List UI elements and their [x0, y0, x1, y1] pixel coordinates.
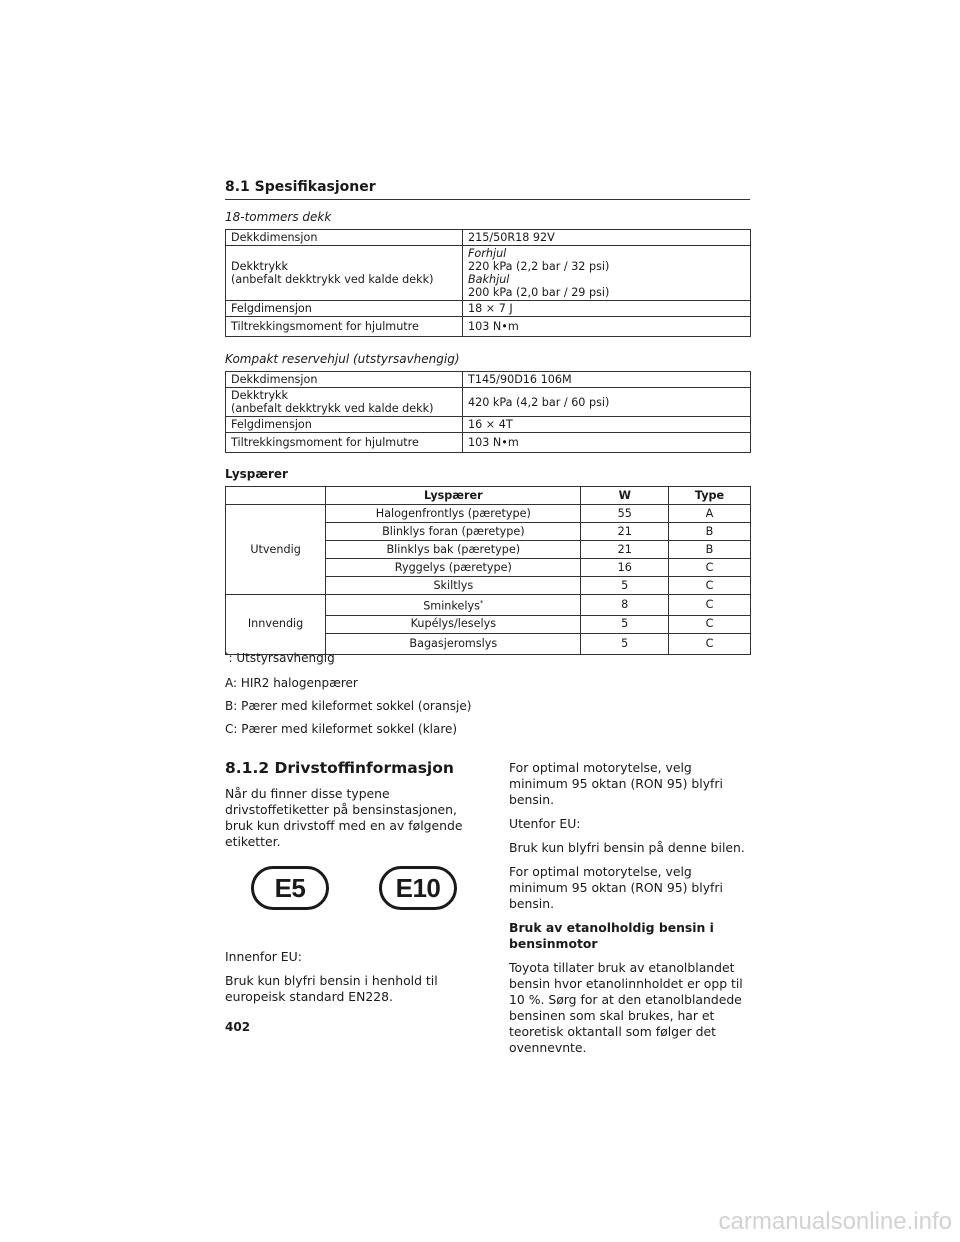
inside-eu-heading: Innenfor EU:	[225, 949, 302, 964]
bulbs-group-interior: Innvendig	[226, 595, 326, 655]
spare-size-label: Dekkdimensjon	[226, 372, 463, 388]
bulb-name: Bagasjeromslys	[326, 633, 581, 654]
bulbs-table	[225, 486, 751, 655]
bulb-type: C	[668, 595, 750, 616]
tire18-table	[225, 229, 751, 337]
spare-pressure-label: Dekktrykk (anbefalt dekktrykk ved kalde dekk)	[226, 388, 463, 417]
bulb-watt: 16	[581, 559, 669, 577]
tire18-pressure-label: Dekktrykk (anbefalt dekktrykk ved kalde dekk)	[226, 246, 463, 301]
note-type-c: C: Pærer med kileformet sokkel (klare)	[225, 722, 458, 736]
bulb-watt: 5	[581, 577, 669, 595]
fuel-intro: Når du finner disse typene drivstoffetiketter på bensinstasjonen, bruk kun drivstoff med en av følgende etiketter.	[225, 786, 463, 849]
outside-eu-text: Bruk kun blyfri bensin på denne bilen.	[509, 840, 745, 855]
bulb-watt: 55	[581, 505, 669, 523]
fuel-right-column	[509, 760, 754, 1064]
spare-heading: Kompakt reservehjul (utstyrsavhengig)	[225, 352, 460, 366]
bulb-type: B	[668, 523, 750, 541]
spare-torque-label: Tiltrekkingsmoment for hjulmutre	[226, 433, 463, 453]
spare-pressure-value: 420 kPa (4,2 bar / 60 psi)	[463, 388, 751, 417]
table-row	[226, 230, 751, 246]
fuel-section-title: 8.1.2 Drivstoffinformasjon	[225, 759, 454, 777]
table-row	[226, 372, 751, 388]
spare-rim-value: 16 × 4T	[463, 417, 751, 433]
spare-table	[225, 371, 751, 453]
table-row	[226, 301, 751, 317]
note-type-b: B: Pærer med kileformet sokkel (oransje)	[225, 699, 472, 713]
inside-eu-block	[225, 949, 465, 1013]
tire18-size-label: Dekkdimensjon	[226, 230, 463, 246]
table-row	[226, 595, 751, 616]
tire18-pressure-value: Forhjul 220 kPa (2,2 bar / 32 psi) Bakhjul 200 kPa (2,0 bar / 29 psi)	[463, 246, 751, 301]
bulb-name: Blinklys foran (pæretype)	[326, 523, 581, 541]
bulb-watt: 8	[581, 595, 669, 616]
bulb-type: B	[668, 541, 750, 559]
table-row	[226, 433, 751, 453]
bulb-name: Halogenfrontlys (pæretype)	[326, 505, 581, 523]
spare-size-value: T145/90D16 106M	[463, 372, 751, 388]
bulb-type: C	[668, 633, 750, 654]
bulb-type: C	[668, 615, 750, 633]
bulb-name: Kupélys/leselys	[326, 615, 581, 633]
bulb-watt: 5	[581, 633, 669, 654]
bulb-type: A	[668, 505, 750, 523]
fuel-label-e10: E10	[379, 866, 457, 910]
bulbs-group-exterior: Utvendig	[226, 505, 326, 595]
bulbs-header-name: Lyspærer	[326, 487, 581, 505]
optimal-text-2: For optimal motorytelse, velg minimum 95 oktan (RON 95) blyfri bensin.	[509, 864, 723, 911]
tire18-heading: 18-tommers dekk	[225, 210, 332, 224]
bulb-name: Sminkelys*	[326, 595, 581, 616]
bulb-name: Ryggelys (pæretype)	[326, 559, 581, 577]
tire18-rim-label: Felgdimensjon	[226, 301, 463, 317]
bulb-name: Blinklys bak (pæretype)	[326, 541, 581, 559]
tire18-torque-label: Tiltrekkingsmoment for hjulmutre	[226, 317, 463, 337]
bulbs-heading: Lyspærer	[225, 467, 288, 481]
bulbs-header-type: Type	[668, 487, 750, 505]
table-row	[226, 388, 751, 417]
ethanol-text: Toyota tillater bruk av etanolblandet bensin hvor etanolinnholdet er opp til 10 %. Sørg for at den etanolblandede bensinen som skal brukes, har et teoretisk oktantall som følger det ovennevnte.	[509, 960, 743, 1055]
note-type-a: A: HIR2 halogenpærer	[225, 676, 358, 690]
spare-torque-value: 103 N•m	[463, 433, 751, 453]
table-header-row	[226, 487, 751, 505]
watermark: carmanualsonline.info	[718, 1208, 952, 1235]
bulbs-header-watt: W	[581, 487, 669, 505]
optimal-text-1: For optimal motorytelse, velg minimum 95 oktan (RON 95) blyfri bensin.	[509, 760, 723, 807]
tire18-torque-value: 103 N•m	[463, 317, 751, 337]
ethanol-heading: Bruk av etanolholdig bensin i bensinmotor	[509, 920, 714, 951]
bulb-watt: 21	[581, 541, 669, 559]
fuel-label-e5: E5	[251, 866, 329, 910]
inside-eu-text: Bruk kun blyfri bensin i henhold til europeisk standard EN228.	[225, 973, 438, 1004]
page-number: 402	[225, 1020, 251, 1034]
footnote-equipment: *: Utstyrsavhengig	[225, 651, 335, 665]
tire18-size-value: 215/50R18 92V	[463, 230, 751, 246]
table-row	[226, 317, 751, 337]
bulb-type: C	[668, 577, 750, 595]
bulb-watt: 5	[581, 615, 669, 633]
footnote-marker: *	[479, 599, 484, 607]
table-row	[226, 417, 751, 433]
bulb-name: Skiltlys	[326, 577, 581, 595]
table-row	[226, 246, 751, 301]
spare-rim-label: Felgdimensjon	[226, 417, 463, 433]
bulbs-header-group	[226, 487, 326, 505]
bulb-type: C	[668, 559, 750, 577]
bulb-watt: 21	[581, 523, 669, 541]
table-row	[226, 505, 751, 523]
section-title: 8.1 Spesifikasjoner	[225, 179, 750, 200]
outside-eu-heading: Utenfor EU:	[509, 816, 581, 831]
tire18-rim-value: 18 × 7 J	[463, 301, 751, 317]
